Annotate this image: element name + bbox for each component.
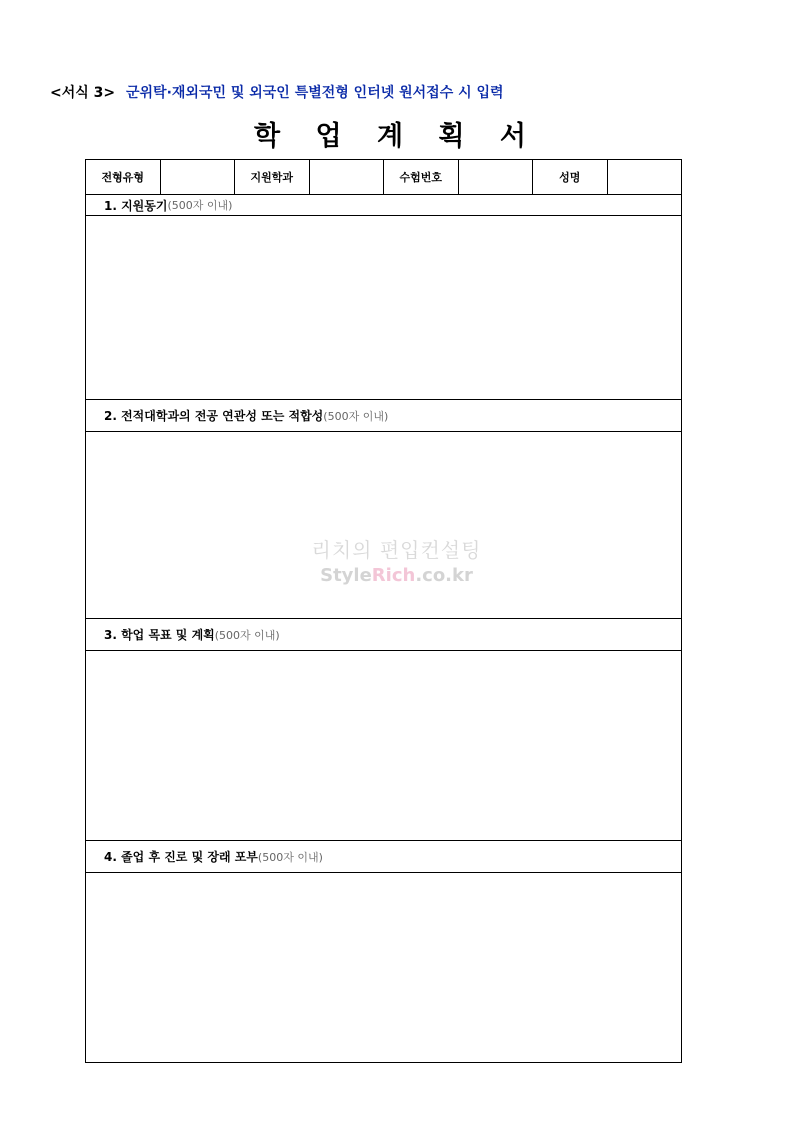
section-3-limit: (500자 이내) xyxy=(214,628,280,642)
watermark-text: 리치의 편입컨설팅 xyxy=(311,538,482,562)
section-4-heading xyxy=(86,841,681,873)
track-type-label: 전형유형 xyxy=(86,160,161,194)
section-3-title: 3. 학업 목표 및 계획 xyxy=(104,628,215,642)
section-1-answer-box[interactable] xyxy=(86,216,681,400)
watermark-brand-part-3: .co.kr xyxy=(415,565,473,586)
section-2-limit: (500자 이내) xyxy=(323,409,389,423)
department-field[interactable] xyxy=(310,160,385,194)
applicant-info-row xyxy=(86,160,681,195)
section-1-heading xyxy=(86,195,681,216)
exam-number-field[interactable] xyxy=(459,160,534,194)
section-2-answer-box[interactable] xyxy=(86,432,681,619)
name-label: 성명 xyxy=(533,160,608,194)
name-field[interactable] xyxy=(608,160,682,194)
section-3-answer-box[interactable] xyxy=(86,651,681,841)
section-1-title: 1. 지원동기 xyxy=(104,198,168,213)
section-2-heading xyxy=(86,400,681,432)
form-caption xyxy=(50,82,504,102)
form-description: 군위탁·재외국민 및 외국인 특별전형 인터넷 원서접수 시 입력 xyxy=(126,85,504,101)
watermark-brand-part-1: Style xyxy=(320,565,372,586)
watermark-brand-part-2: Rich xyxy=(371,565,416,586)
study-plan-form xyxy=(85,159,682,1063)
section-4-answer-box[interactable] xyxy=(86,873,681,1061)
exam-number-label: 수험번호 xyxy=(384,160,459,194)
track-type-field[interactable] xyxy=(161,160,236,194)
section-2-title: 2. 전적대학과의 전공 연관성 또는 적합성 xyxy=(104,409,324,423)
section-4-limit: (500자 이내) xyxy=(257,850,323,864)
watermark-brand xyxy=(0,565,793,586)
section-4-title: 4. 졸업 후 진로 및 장래 포부 xyxy=(104,850,258,864)
watermark xyxy=(0,534,793,586)
department-label: 지원학과 xyxy=(235,160,310,194)
document-title: 학 업 계 획 서 xyxy=(253,121,539,152)
form-number: <서식 3> xyxy=(50,85,116,101)
section-1-limit: (500자 이내) xyxy=(167,199,233,212)
section-3-heading xyxy=(86,619,681,651)
